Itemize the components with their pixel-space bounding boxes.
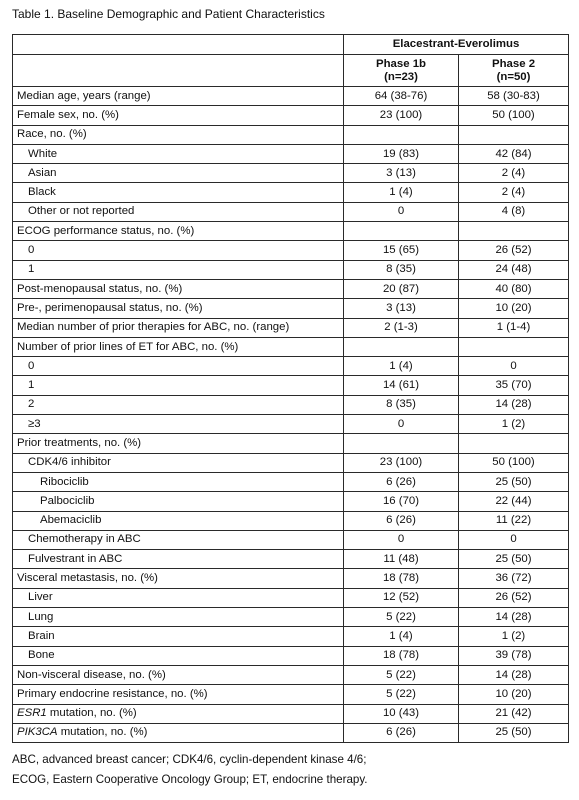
table-row [13, 453, 569, 472]
row-label [13, 279, 344, 298]
phase2-value: 10 (20) [459, 299, 569, 318]
row-label-text: Fulvestrant in ABC [28, 552, 123, 565]
row-label [13, 299, 344, 318]
phase1b-value: 64 (38-76) [344, 87, 459, 106]
row-label-text: Female sex, no. (%) [17, 108, 119, 121]
table-row [13, 646, 569, 665]
phase2-value: 14 (28) [459, 608, 569, 627]
table-row [13, 106, 569, 125]
header-row-group [13, 35, 569, 55]
phase2-value: 26 (52) [459, 588, 569, 607]
table-row [13, 608, 569, 627]
phase2-value: 25 (50) [459, 472, 569, 491]
row-label [13, 685, 344, 704]
phase1b-value: 15 (65) [344, 241, 459, 260]
phase2-value: 25 (50) [459, 723, 569, 742]
row-label [13, 453, 344, 472]
row-label-text: ECOG performance status, no. (%) [17, 224, 195, 237]
phase2-value: 24 (48) [459, 260, 569, 279]
row-label-text: CDK4/6 inhibitor [28, 456, 111, 469]
table-row [13, 222, 569, 241]
row-label-text: Chemotherapy in ABC [28, 533, 141, 546]
phase1b-name: Phase 1b [375, 57, 427, 70]
phase1b-value: 0 [344, 530, 459, 549]
table-row [13, 511, 569, 530]
row-label-text: Palbociclib [40, 494, 95, 507]
phase2-value [459, 125, 569, 144]
row-label-text: Race, no. (%) [17, 128, 87, 141]
table-row [13, 530, 569, 549]
phase2-value: 21 (42) [459, 704, 569, 723]
row-label [13, 357, 344, 376]
table-caption: Table 1. Baseline Demographic and Patient Characteristics [12, 7, 325, 21]
row-label-text: Liver [28, 591, 53, 604]
table-row [13, 144, 569, 163]
row-label [13, 588, 344, 607]
phase1b-value [344, 337, 459, 356]
phase2-value: 0 [459, 530, 569, 549]
row-label [13, 376, 344, 395]
row-label [13, 646, 344, 665]
row-label [13, 202, 344, 221]
phase1b-value: 5 (22) [344, 665, 459, 684]
row-label [13, 395, 344, 414]
row-label-text: Primary endocrine resistance, no. (%) [17, 687, 208, 700]
row-label-text: Black [28, 186, 56, 199]
gene-name: PIK3CA [17, 726, 58, 739]
phase1b-value: 11 (48) [344, 550, 459, 569]
row-label-text: Lung [28, 610, 54, 623]
phase1b-value: 10 (43) [344, 704, 459, 723]
phase2-value: 35 (70) [459, 376, 569, 395]
row-label [13, 222, 344, 241]
phase1b-value: 6 (26) [344, 511, 459, 530]
phase2-value: 0 [459, 357, 569, 376]
phase1b-value: 8 (35) [344, 260, 459, 279]
row-label [13, 723, 344, 742]
row-label [13, 87, 344, 106]
row-label-text: Asian [28, 166, 57, 179]
phase2-header [459, 55, 569, 87]
row-label-text: Post-menopausal status, no. (%) [17, 282, 183, 295]
phase2-value: 25 (50) [459, 550, 569, 569]
phase1b-value: 5 (22) [344, 685, 459, 704]
phase1b-value: 5 (22) [344, 608, 459, 627]
row-label-text: mutation, no. (%) [57, 726, 148, 739]
phase1b-value [344, 222, 459, 241]
row-label [13, 434, 344, 453]
table-row [13, 318, 569, 337]
row-label-text: Brain [28, 629, 55, 642]
row-label-text: Median age, years (range) [17, 89, 151, 102]
row-label-text: White [28, 147, 58, 160]
phase1b-value: 20 (87) [344, 279, 459, 298]
table-row [13, 415, 569, 434]
table-row [13, 665, 569, 684]
row-label [13, 511, 344, 530]
row-label-text: Number of prior lines of ET for ABC, no. (%) [17, 340, 239, 353]
phase2-value: 1 (2) [459, 627, 569, 646]
row-label [13, 318, 344, 337]
phase1b-value: 3 (13) [344, 164, 459, 183]
phase1b-value: 6 (26) [344, 472, 459, 491]
row-label-text: Pre-, perimenopausal status, no. (%) [17, 301, 203, 314]
row-label [13, 260, 344, 279]
row-label-text: Other or not reported [28, 205, 135, 218]
phase1b-value: 18 (78) [344, 569, 459, 588]
phase1b-value [344, 434, 459, 453]
phase2-value: 10 (20) [459, 685, 569, 704]
row-label [13, 608, 344, 627]
phase2-value: 14 (28) [459, 395, 569, 414]
table-row [13, 685, 569, 704]
row-label [13, 665, 344, 684]
row-label [13, 125, 344, 144]
gene-name: ESR1 [17, 707, 47, 720]
row-label [13, 144, 344, 163]
table-row [13, 299, 569, 318]
row-label [13, 183, 344, 202]
phase1b-value: 0 [344, 415, 459, 434]
row-label-text: mutation, no. (%) [46, 707, 137, 720]
row-label-text: 0 [28, 359, 35, 372]
table-row [13, 337, 569, 356]
row-label [13, 337, 344, 356]
footnote [12, 750, 572, 790]
table-row [13, 704, 569, 723]
table-row [13, 279, 569, 298]
phase1b-value: 1 (4) [344, 183, 459, 202]
phase2-value: 2 (4) [459, 164, 569, 183]
phase1b-value: 23 (100) [344, 453, 459, 472]
row-label-text: Non-visceral disease, no. (%) [17, 668, 166, 681]
phase2-value [459, 337, 569, 356]
row-label [13, 106, 344, 125]
phase2-value: 58 (30-83) [459, 87, 569, 106]
baseline-characteristics-table [12, 34, 569, 743]
table-row [13, 472, 569, 491]
phase2-name: Phase 2 [491, 57, 536, 70]
phase1b-value: 18 (78) [344, 646, 459, 665]
row-label [13, 472, 344, 491]
table-row [13, 241, 569, 260]
row-label [13, 569, 344, 588]
table-row [13, 183, 569, 202]
row-label-text: 2 [28, 398, 35, 411]
phase2-value: 50 (100) [459, 106, 569, 125]
table-row [13, 569, 569, 588]
phase1b-value: 23 (100) [344, 106, 459, 125]
header-empty-cell [13, 55, 344, 87]
header-empty-cell [13, 35, 344, 55]
footnote-line-1: ABC, advanced breast cancer; CDK4/6, cyclin-dependent kinase 4/6; [12, 753, 367, 766]
row-label-text: Prior treatments, no. (%) [17, 436, 142, 449]
phase2-value: 2 (4) [459, 183, 569, 202]
phase2-value: 36 (72) [459, 569, 569, 588]
row-label [13, 164, 344, 183]
row-label [13, 550, 344, 569]
phase1b-value [344, 125, 459, 144]
phase1b-value: 3 (13) [344, 299, 459, 318]
row-label [13, 492, 344, 511]
table-row [13, 357, 569, 376]
row-label-text: ≥3 [28, 417, 41, 430]
phase2-value: 26 (52) [459, 241, 569, 260]
table-row [13, 627, 569, 646]
phase2-value [459, 222, 569, 241]
phase1b-value: 14 (61) [344, 376, 459, 395]
row-label [13, 415, 344, 434]
table-row [13, 723, 569, 742]
row-label-text: Bone [28, 649, 55, 662]
table-row [13, 260, 569, 279]
phase2-value: 39 (78) [459, 646, 569, 665]
phase1b-value: 1 (4) [344, 357, 459, 376]
row-label-text: 1 [28, 379, 35, 392]
phase1b-value: 1 (4) [344, 627, 459, 646]
row-label [13, 627, 344, 646]
phase2-value: 22 (44) [459, 492, 569, 511]
table-row [13, 376, 569, 395]
phase1b-value: 8 (35) [344, 395, 459, 414]
phase2-value: 11 (22) [459, 511, 569, 530]
phase2-value: 42 (84) [459, 144, 569, 163]
phase2-value: 40 (80) [459, 279, 569, 298]
footnote-line-2: ECOG, Eastern Cooperative Oncology Group; ET, endocrine therapy. [12, 773, 368, 786]
table-row [13, 434, 569, 453]
table-row [13, 87, 569, 106]
row-label [13, 241, 344, 260]
table-row [13, 125, 569, 144]
row-label [13, 530, 344, 549]
table-row [13, 202, 569, 221]
row-label [13, 704, 344, 723]
table-row [13, 395, 569, 414]
row-label-text: 0 [28, 244, 35, 257]
phase2-value: 4 (8) [459, 202, 569, 221]
phase2-value: 1 (1-4) [459, 318, 569, 337]
phase2-value [459, 434, 569, 453]
phase1b-value: 16 (70) [344, 492, 459, 511]
row-label-text: Median number of prior therapies for ABC, no. (range) [17, 321, 290, 334]
phase2-n: (n=50) [496, 70, 531, 83]
phase1b-value: 6 (26) [344, 723, 459, 742]
phase1b-header [344, 55, 459, 87]
phase2-value: 50 (100) [459, 453, 569, 472]
phase2-value: 14 (28) [459, 665, 569, 684]
phase2-value: 1 (2) [459, 415, 569, 434]
table-row [13, 164, 569, 183]
row-label-text: Abemaciclib [40, 514, 102, 527]
phase1b-value: 2 (1-3) [344, 318, 459, 337]
row-label-text: Ribociclib [40, 475, 89, 488]
phase1b-value: 12 (52) [344, 588, 459, 607]
group-header: Elacestrant-Everolimus [344, 35, 569, 55]
table-row [13, 588, 569, 607]
phase1b-n: (n=23) [384, 70, 418, 83]
header-row-phases [13, 55, 569, 87]
row-label-text: 1 [28, 263, 35, 276]
phase1b-value: 19 (83) [344, 144, 459, 163]
table-row [13, 550, 569, 569]
table-row [13, 492, 569, 511]
phase1b-value: 0 [344, 202, 459, 221]
row-label-text: Visceral metastasis, no. (%) [17, 572, 158, 585]
